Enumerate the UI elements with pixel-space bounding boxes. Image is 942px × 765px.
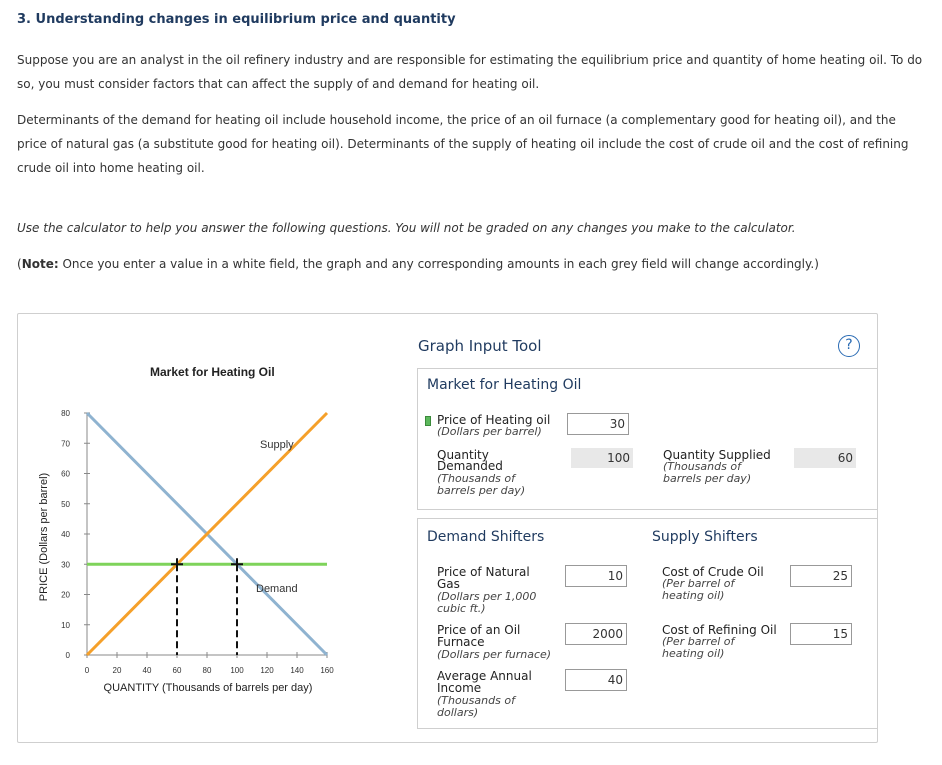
natural-gas-label-1: Price of Natural: [437, 565, 530, 579]
x-tick-label: 80: [202, 666, 212, 675]
crude-oil-sub-2: heating oil): [662, 589, 725, 602]
x-tick-label: 60: [172, 666, 182, 675]
quantity-demanded-sub-2: barrels per day): [437, 484, 526, 497]
question-title: 3. Understanding changes in equilibrium price and quantity: [17, 12, 456, 27]
natural-gas-sub-1: (Dollars per 1,000: [437, 590, 537, 603]
quantity-demanded-value: 100: [571, 448, 633, 468]
refining-oil-sub-1: (Per barrel of: [662, 635, 735, 648]
price-sub-label: (Dollars per barrel): [437, 425, 542, 438]
supply-curve-label: Supply: [260, 439, 294, 451]
note-label: Note:: [21, 257, 59, 271]
oil-furnace-label-1: Price of an Oil: [437, 623, 521, 637]
y-tick-label: 80: [61, 409, 70, 418]
intro-p2-line1: Determinants of the demand for heating oil include household income, the price of an oil furnace (a complementary good for heating oil), and the: [17, 113, 896, 127]
market-box-title: Market for Heating Oil: [427, 377, 582, 393]
income-sub-1: (Thousands of: [437, 694, 515, 707]
x-axis-label: QUANTITY (Thousands of barrels per day): [103, 682, 313, 694]
x-tick-label: 140: [290, 666, 304, 675]
x-tick-label: 0: [84, 666, 90, 675]
note-open-paren: (: [17, 257, 22, 271]
refining-oil-sub-2: heating oil): [662, 647, 725, 660]
price-input[interactable]: 30: [567, 413, 629, 435]
quantity-demanded-sub-1: (Thousands of: [437, 472, 515, 485]
crude-oil-input[interactable]: 25: [790, 565, 852, 587]
x-tick-label: 100: [230, 666, 244, 675]
supply-shifters-title: Supply Shifters: [652, 529, 758, 545]
income-input[interactable]: 40: [565, 669, 627, 691]
oil-furnace-label-2: Furnace: [437, 635, 485, 649]
intro-p1-line2: so, you must consider factors that can affect the supply of and demand for heating oil.: [17, 77, 540, 91]
y-tick-label: 70: [61, 439, 70, 449]
y-tick-label: 50: [61, 499, 70, 509]
intro-p1-line1: Suppose you are an analyst in the oil refinery industry and are responsible for estimating the equilibrium price and quantity of home heating oil. To do: [17, 53, 923, 67]
chart-title: Market for Heating Oil: [150, 365, 275, 379]
demand-shifters-title: Demand Shifters: [427, 529, 545, 545]
oil-furnace-sub: (Dollars per furnace): [437, 648, 552, 661]
graph-input-tool-title: Graph Input Tool: [418, 337, 542, 355]
income-label-2: Income: [437, 681, 482, 695]
crude-oil-sub-1: (Per barrel of: [662, 577, 735, 590]
y-axis-label: PRICE (Dollars per barrel): [38, 472, 50, 602]
refining-oil-input[interactable]: 15: [790, 623, 852, 645]
help-icon[interactable]: ?: [838, 335, 860, 357]
natural-gas-label-2: Gas: [437, 577, 460, 591]
intro-p2-line3: crude oil into home heating oil.: [17, 161, 205, 175]
x-tick-label: 40: [142, 666, 152, 675]
quantity-supplied-sub-1: (Thousands of: [663, 460, 741, 473]
oil-furnace-input[interactable]: 2000: [565, 623, 627, 645]
calculator-instructions-text: Use the calculator to help you answer the following questions. You will not be graded on any changes you make to the calculator.: [17, 221, 796, 235]
quantity-supplied-sub-2: barrels per day): [663, 472, 752, 485]
quantity-demanded-label-1: Quantity: [437, 448, 489, 462]
note-text: Once you enter a value in a white field, the graph and any corresponding amounts in each grey field will change accordingly.): [58, 257, 819, 271]
y-tick-label: 10: [61, 620, 70, 630]
y-tick-label: 60: [61, 469, 70, 479]
x-tick-label: 120: [260, 666, 274, 675]
quantity-supplied-label: Quantity Supplied: [663, 448, 771, 462]
intro-p2-line2: price of natural gas (a substitute good for heating oil). Determinants of the supply of heating oil include the cost of crude oil and the cost of refining: [17, 137, 909, 151]
income-label-1: Average Annual: [437, 669, 532, 683]
x-tick-label: 160: [320, 666, 334, 675]
quantity-supplied-value: 60: [794, 448, 856, 468]
y-tick-label: 30: [61, 560, 70, 570]
refining-oil-label: Cost of Refining Oil: [662, 623, 777, 637]
x-tick-label: 20: [112, 666, 122, 675]
price-line-swatch: [425, 416, 431, 426]
crude-oil-label: Cost of Crude Oil: [662, 565, 764, 579]
demand-curve-label: Demand: [256, 583, 298, 595]
income-sub-2: dollars): [437, 706, 479, 719]
y-tick-label: 0: [65, 651, 70, 660]
price-label: Price of Heating oil: [437, 413, 551, 427]
natural-gas-input[interactable]: 10: [565, 565, 627, 587]
y-tick-label: 40: [61, 530, 70, 539]
y-tick-label: 20: [61, 590, 70, 600]
natural-gas-sub-2: cubic ft.): [437, 602, 486, 615]
quantity-demanded-label-2: Demanded: [437, 459, 503, 473]
